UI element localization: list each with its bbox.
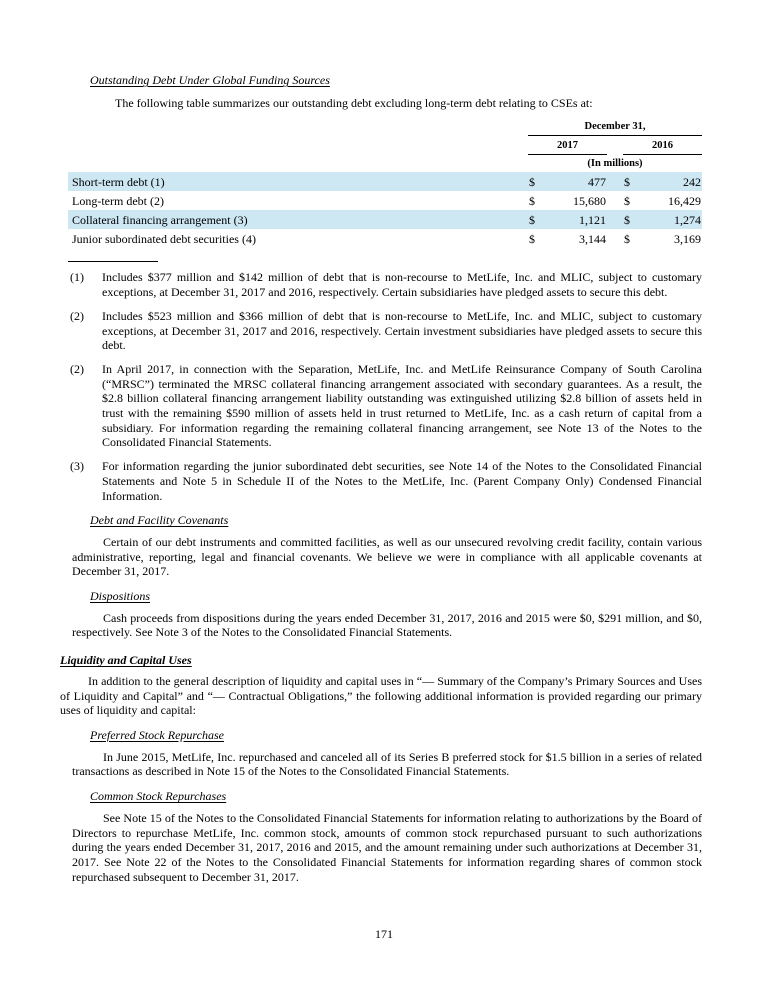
currency-symbol: $ [529,231,535,246]
table-header [68,120,702,172]
footnote [70,309,702,353]
row-label: Junior subordinated debt securities (4) [72,231,256,246]
page-number: 171 [375,927,393,942]
value-2017: 1,121 [579,212,606,227]
table-row [68,229,702,248]
table-units-label: (In millions) [587,158,643,170]
value-2016: 1,274 [674,212,701,227]
paragraph-common-stock-repurchases: See Note 15 of the Notes to the Consolidated Financial Statements for information relating to authorizations by the Board of Directors to repurchase MetLife, Inc. common stock, amounts of common stock repurchased pursuant to such authorizations during the years ended December 31, 2017, 2016 and 2015, and the amount remaining under such authorizations at December 31, 2017. See Note 22 of the Notes to the Consolidated Financial Statements for information regarding shares of common stock repurchased subsequent to December 31, 2017. [72,810,702,884]
paragraph-outstanding-debt-intro: The following table summarizes our outstanding debt excluding long-term debt relating to CSEs at: [115,95,593,110]
row-label: Long-term debt (2) [72,193,164,208]
heading-outstanding-debt: Outstanding Debt Under Global Funding Sources [90,73,330,87]
currency-symbol: $ [529,174,535,189]
footnote-separator [68,261,158,262]
cell-2017 [528,194,607,209]
cell-2016 [623,213,702,228]
footnote [70,362,702,450]
table-row [68,172,702,191]
paragraph-preferred-stock-repurchase: In June 2015, MetLife, Inc. repurchased and canceled all of its Series B preferred stock for $1.5 billion in a series of related transactions as described in Note 15 of the Notes to the Consolidated Financial Statements. [72,749,702,779]
footnote-text: Includes $377 million and $142 million of debt that is non-recourse to MetLife, Inc. and MLIC, subject to customary exceptions, at December 31, 2017 and 2016, respectively. Certain subsidiaries have pledged assets to secure this debt. [102,270,702,300]
currency-symbol: $ [529,212,535,227]
table-date-header: December 31, [528,120,702,136]
paragraph-liquidity-and-capital-uses: In addition to the general description of liquidity and capital uses in “— Summary of the Company’s Primary Sources and Uses of Liquidity and Capital” and “— Contractual Obligations,” the following additional information is provided regarding our primary uses of liquidity and capital: [60,673,702,718]
currency-symbol: $ [624,193,630,208]
table-col-2017: 2017 [528,139,607,155]
value-2017: 3,144 [579,231,606,246]
heading-dispositions: Dispositions [90,589,151,604]
heading-debt-and-facility-covenants: Debt and Facility Covenants [90,513,229,528]
paragraph-dispositions: Cash proceeds from dispositions during the years ended December 31, 2017, 2016 and 2015 were $0, $291 million, and $0, respectively. See Note 3 of the Notes to the Consolidated Financial Statements. [72,610,702,640]
value-2017: 477 [588,174,606,189]
heading-common-stock-repurchases: Common Stock Repurchases [90,789,227,804]
cell-2016 [623,232,702,247]
currency-symbol: $ [624,231,630,246]
footnote [70,459,702,503]
value-2016: 242 [683,174,701,189]
value-2016: 3,169 [674,231,701,246]
heading-preferred-stock-repurchase: Preferred Stock Repurchase [90,727,224,742]
currency-symbol: $ [624,174,630,189]
cell-2016 [623,194,702,209]
value-2017: 15,680 [573,193,606,208]
footnote [70,270,702,299]
footnote-text: In April 2017, in connection with the Separation, MetLife, Inc. and MetLife Reinsurance Company of South Carolina (“MRSC”) terminated the MRSC collateral financing arrangement associated with secondary guarantees. As a result, the $2.8 billion collateral financing arrangement liability outstanding was extinguished utilizing $2.8 billion of assets held in trust with the remaining $590 million of assets held in trust returned to MetLife, Inc. as a cash return of capital from a subsidiary. For information regarding the remaining collateral financing arrangement, see Note 13 of the Notes to the Consolidated Financial Statements. [102,361,702,450]
row-label: Short-term debt (1) [72,174,165,189]
table-col-2016: 2016 [623,139,702,155]
table-row [68,191,702,210]
cell-2017 [528,232,607,247]
outstanding-debt-table [68,120,702,248]
cell-2017 [528,213,607,228]
value-2016: 16,429 [668,193,701,208]
heading-liquidity-and-capital-uses: Liquidity and Capital Uses [60,653,192,668]
cell-2017 [528,175,607,190]
footnote-marker: (2) [70,361,84,376]
footnote-marker: (1) [70,270,84,285]
footnote-marker: (2) [70,308,84,323]
table-row [68,210,702,229]
currency-symbol: $ [624,212,630,227]
paragraph-debt-and-facility-covenants: Certain of our debt instruments and committed facilities, as well as our unsecured revolving credit facility, contain various administrative, reporting, legal and financial covenants. We believe we were in compliance with all applicable covenants at December 31, 2017. [72,534,702,579]
footnotes [0,270,768,503]
cell-2016 [623,175,702,190]
footnote-text: Includes $523 million and $366 million of debt that is non-recourse to MetLife, Inc. and MLIC, subject to customary exceptions, at December 31, 2017 and 2016, respectively. Certain investment subsidiaries have pledged assets to secure this debt. [102,308,702,353]
footnote-marker: (3) [70,459,84,474]
footnote-text: For information regarding the junior subordinated debt securities, see Note 14 of the Notes to the Consolidated Financial Statements and Note 5 in Schedule II of the Notes to the MetLife, Inc. (Parent Company Only) Condensed Financial Information. [102,459,702,503]
currency-symbol: $ [529,193,535,208]
row-label: Collateral financing arrangement (3) [72,212,248,227]
